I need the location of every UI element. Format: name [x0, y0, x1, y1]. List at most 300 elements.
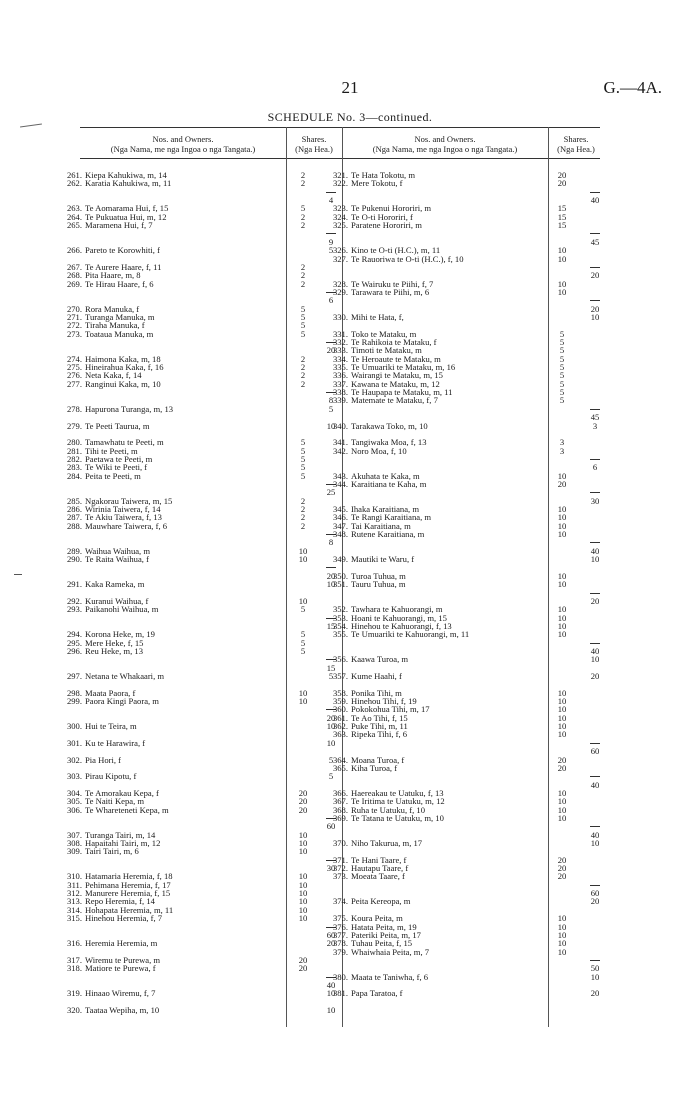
owner-name: Toko te Mataku, m — [351, 328, 417, 339]
share-total: 20 — [590, 303, 600, 314]
share-total: 15 — [326, 662, 336, 673]
owner-name: Turoa Tuhua, m — [351, 570, 406, 581]
share-total: 30 — [326, 863, 336, 874]
share-value: 10 — [557, 504, 567, 514]
table-row — [324, 729, 614, 740]
owner-name: Tiraha Manuka, f — [85, 320, 145, 331]
owner-name: Te O-ti Hororiri, f — [351, 211, 413, 222]
share-value: 10 — [298, 696, 308, 707]
owner-number: 295. — [66, 637, 82, 648]
owner-name: Hinehou Tihi, f, 19 — [351, 696, 417, 707]
share-total: 9 — [328, 236, 334, 247]
owner-number: 316. — [66, 938, 82, 949]
share-value: 5 — [300, 203, 306, 214]
table-row — [58, 696, 348, 707]
table-row — [58, 771, 348, 782]
owner-name: Heremia Heremia, m — [85, 938, 158, 949]
owner-name: Waihua Waihua, m — [85, 545, 151, 556]
share-value: 15 — [557, 220, 567, 231]
share-total: 60 — [590, 888, 600, 899]
share-value: 20 — [298, 963, 308, 974]
share-total: 10 — [590, 654, 600, 665]
owner-name: Hinehou te Kahuorangi, f, 13 — [351, 620, 452, 631]
owner-name: Peita te Peeti, m — [85, 470, 141, 481]
owner-number: 379. — [332, 946, 348, 957]
share-value: 10 — [298, 838, 308, 848]
share-value: 20 — [557, 854, 567, 865]
share-total: 40 — [590, 645, 600, 656]
table-row — [324, 178, 614, 189]
owner-name: Pareto te Korowhiti, f — [85, 245, 160, 256]
left-owners-header — [80, 134, 286, 154]
owner-number: 356. — [332, 654, 348, 665]
table-row — [58, 671, 348, 682]
owner-number: 296. — [66, 645, 82, 656]
subtotal-rule — [326, 192, 336, 193]
table-row — [324, 947, 614, 958]
owner-name: Kiepa Kahukiwa, m, 14 — [85, 170, 167, 180]
owner-number: 367. — [332, 796, 348, 807]
share-value: 10 — [557, 604, 567, 615]
owner-number: 276. — [66, 370, 82, 381]
subtotal-rule — [590, 267, 600, 268]
share-total: 20 — [590, 671, 600, 681]
owner-name: Peita Kereopa, m — [351, 896, 411, 907]
owner-number: 302. — [66, 754, 82, 765]
share-total: 3 — [592, 420, 598, 431]
share-value: 2 — [300, 495, 306, 506]
share-value: 5 — [300, 445, 306, 456]
share-value: 5 — [559, 362, 565, 373]
share-value: 20 — [557, 754, 567, 765]
share-value: 20 — [557, 762, 567, 773]
share-total: 10 — [590, 838, 600, 848]
share-value: 5 — [300, 470, 306, 481]
share-total: 5 — [328, 754, 334, 765]
owner-number: 331. — [332, 328, 348, 339]
table-row — [324, 579, 614, 590]
owner-name: Reu Heke, m, 13 — [85, 645, 143, 656]
owner-number: 373. — [332, 871, 348, 882]
owner-number: 361. — [332, 712, 348, 723]
share-total: 25 — [326, 487, 336, 498]
share-value: 2 — [300, 512, 306, 523]
share-value: 5 — [559, 328, 565, 339]
table-row — [58, 279, 348, 290]
share-value: 10 — [557, 629, 567, 640]
share-value: 5 — [559, 378, 565, 389]
share-total: 10 — [326, 1005, 336, 1015]
table-row — [58, 913, 348, 924]
owner-number: 315. — [66, 913, 82, 924]
owner-number: 311. — [67, 879, 82, 890]
share-value: 10 — [557, 946, 567, 957]
share-value: 10 — [298, 879, 308, 890]
share-value: 10 — [557, 812, 567, 823]
share-value: 2 — [300, 353, 306, 364]
owner-number: 263. — [66, 203, 82, 214]
table-row — [58, 738, 348, 749]
owner-number: 287. — [66, 512, 82, 523]
share-value: 10 — [557, 696, 567, 707]
share-value: 5 — [300, 629, 306, 640]
share-total: 20 — [326, 938, 336, 949]
share-value: 5 — [300, 320, 306, 331]
table-row — [58, 846, 348, 857]
owner-name: Paratene Hororiri, m — [351, 220, 422, 231]
table-row — [324, 671, 614, 682]
owner-name: Tauru Tuhua, m — [351, 579, 406, 590]
margin-mark — [14, 574, 22, 575]
owner-number: 342. — [332, 445, 348, 456]
table-row — [58, 938, 348, 949]
right-shares-header-subtitle: (Nga Hea.) — [557, 144, 595, 154]
owner-number: 286. — [66, 504, 82, 514]
table-row — [58, 404, 348, 415]
subtotal-rule — [590, 643, 600, 644]
share-value: 10 — [557, 253, 567, 264]
share-total: 40 — [590, 195, 600, 206]
share-value: 10 — [298, 545, 308, 556]
owner-name: Kuranui Waihua, f — [85, 595, 149, 606]
owner-number: 268. — [66, 270, 82, 281]
owner-number: 376. — [332, 921, 348, 932]
share-value: 10 — [557, 520, 567, 531]
share-value: 10 — [298, 896, 308, 907]
owner-number: 317. — [66, 954, 82, 965]
owner-number: 363. — [332, 729, 348, 740]
owner-number: 352. — [332, 604, 348, 615]
owner-number: 283. — [66, 462, 82, 473]
table-row — [58, 554, 348, 565]
share-value: 10 — [557, 286, 567, 297]
share-total: 6 — [592, 462, 598, 473]
owner-number: 271. — [66, 311, 82, 322]
owner-name: Ku te Harawira, f — [85, 737, 146, 748]
owner-name: Kawana te Mataku, m, 12 — [351, 378, 440, 389]
owner-number: 275. — [66, 362, 82, 373]
owner-name: Maramena Hui, f, 7 — [85, 220, 153, 231]
share-value: 10 — [557, 687, 567, 698]
share-total: 20 — [590, 988, 600, 999]
owner-number: 358. — [332, 687, 348, 698]
owner-name: Te Aurere Haare, f, 11 — [85, 261, 162, 272]
subtotal-rule — [590, 885, 600, 886]
table-top-rule — [80, 127, 600, 128]
table-row — [324, 988, 614, 999]
owner-number: 299. — [66, 696, 82, 707]
owner-name: Te Aomarama Hui, f, 15 — [85, 203, 169, 214]
owner-name: Taataa Wepiha, m, 10 — [85, 1005, 160, 1015]
subtotal-rule — [590, 459, 600, 460]
share-value: 10 — [557, 787, 567, 798]
owner-name: Maata te Taniwha, f, 6 — [351, 971, 429, 982]
owner-name: Hatata Peita, m, 19 — [351, 921, 417, 932]
owner-name: Pateriki Peita, m, 17 — [351, 929, 421, 940]
share-value: 20 — [557, 478, 567, 489]
owner-name: Te Hata Tokotu, m — [351, 170, 416, 180]
share-total: 10 — [326, 988, 336, 999]
share-total: 10 — [590, 554, 600, 565]
share-value: 5 — [300, 637, 306, 648]
owner-name: Turanga Manuka, m — [85, 311, 155, 322]
owner-name: Hohapata Heremia, m, 11 — [85, 904, 174, 915]
owner-number: 332. — [332, 337, 348, 347]
share-total: 60 — [326, 929, 336, 940]
share-value: 5 — [559, 345, 565, 356]
share-value: 10 — [557, 804, 567, 815]
share-value: 20 — [298, 796, 308, 807]
share-total: 8 — [328, 395, 334, 406]
owner-number: 353. — [332, 612, 348, 623]
share-value: 10 — [557, 913, 567, 924]
share-value: 10 — [557, 796, 567, 807]
share-value: 2 — [300, 370, 306, 381]
share-total: 60 — [326, 821, 336, 832]
owner-name: Te Rahikoia te Mataku, f — [351, 337, 437, 347]
owner-number: 351. — [332, 579, 348, 590]
share-value: 5 — [300, 328, 306, 339]
owner-name: Netana te Whakaari, m — [85, 671, 165, 681]
owner-name: Te Haupapa te Mataku, m, 11 — [351, 387, 453, 398]
owner-number: 372. — [332, 863, 348, 874]
owner-number: 314. — [66, 904, 82, 915]
share-value: 10 — [557, 612, 567, 623]
owner-number: 281. — [66, 445, 82, 456]
left-owners-header-title: Nos. and Owners. — [152, 134, 214, 144]
owner-name: Mere Heke, f, 15 — [85, 637, 144, 648]
owner-name: Haimona Kaka, m, 18 — [85, 353, 161, 364]
owner-name: Te Pukuatua Hui, m, 12 — [85, 211, 167, 222]
subtotal-rule — [590, 593, 600, 594]
owner-number: 347. — [332, 520, 348, 531]
owner-number: 292. — [66, 595, 82, 606]
owner-name: Te Umuariki te Kahuorangi, m, 11 — [351, 629, 470, 640]
owner-name: Paora Kingi Paora, m — [85, 696, 159, 707]
share-value: 2 — [300, 378, 306, 389]
owner-number: 274. — [66, 353, 82, 364]
share-value: 5 — [300, 462, 306, 473]
share-value: 2 — [300, 220, 306, 231]
owner-name: Timoti te Mataku, m — [351, 345, 422, 356]
share-total: 8 — [328, 537, 334, 548]
share-value: 10 — [298, 687, 308, 698]
owner-name: Tamawhatu te Peeti, m — [85, 437, 164, 448]
table-row — [324, 972, 614, 983]
owner-name: Karatia Kahukiwa, m, 11 — [85, 178, 172, 189]
owner-number: 319. — [66, 988, 82, 999]
share-total: 50 — [590, 963, 600, 974]
owner-name: Mere Tokotu, f — [351, 178, 403, 189]
owner-number: 318. — [66, 963, 82, 974]
owner-number: 265. — [66, 220, 82, 231]
table-row — [324, 421, 614, 432]
owner-number: 310. — [66, 871, 82, 882]
owner-number: 378. — [332, 938, 348, 949]
share-value: 10 — [298, 846, 308, 857]
owner-number: 371. — [332, 854, 348, 865]
owner-number: 270. — [66, 303, 82, 314]
share-total: 20 — [590, 595, 600, 606]
share-total: 10 — [326, 721, 336, 732]
owner-name: Neta Kaka, f, 14 — [85, 370, 142, 381]
owner-name: Rora Manuka, f — [85, 303, 140, 314]
owner-name: Te Rangi Karaitiana, m — [351, 512, 432, 523]
share-value: 20 — [557, 170, 567, 180]
share-total: 10 — [326, 420, 336, 431]
owner-name: Te Amorakau Kepa, f — [85, 787, 159, 798]
share-value: 2 — [300, 270, 306, 281]
owner-number: 300. — [66, 721, 82, 732]
owner-name: Toataua Manuka, m — [85, 328, 154, 339]
subtotal-rule — [590, 409, 600, 410]
owner-name: Te Wairuku te Piihi, f, 7 — [351, 278, 434, 289]
owner-name: Te Wiki te Peeti, f — [85, 462, 148, 473]
share-value: 5 — [300, 437, 306, 448]
owner-name: Noro Moa, f, 10 — [351, 445, 407, 456]
owner-number: 267. — [66, 261, 82, 272]
owner-name: Te Peeti Taurua, m — [85, 420, 150, 431]
owner-number: 297. — [66, 671, 82, 681]
owner-number: 370. — [332, 838, 348, 848]
owner-name: Ngakorau Taiwera, m, 15 — [85, 495, 173, 506]
share-value: 2 — [300, 278, 306, 289]
table-row — [58, 988, 348, 999]
owner-name: Turanga Tairi, m, 14 — [85, 829, 156, 840]
owner-number: 280. — [66, 437, 82, 448]
owner-number: 368. — [332, 804, 348, 815]
share-total: 10 — [326, 579, 336, 590]
owner-name: Tihi te Peeti, m — [85, 445, 138, 456]
owner-number: 325. — [332, 220, 348, 231]
share-total: 45 — [590, 412, 600, 423]
owner-name: Rutene Karaitiana, m — [351, 529, 425, 540]
share-value: 20 — [557, 871, 567, 882]
share-value: 2 — [300, 261, 306, 272]
table-row — [324, 479, 614, 490]
owner-name: Hineirahua Kaka, f, 16 — [85, 362, 164, 373]
subtotal-rule — [590, 826, 600, 827]
owner-name: Tangiwaka Moa, f, 13 — [351, 437, 427, 448]
table-row — [58, 1005, 348, 1016]
share-value: 10 — [557, 729, 567, 740]
owner-number: 360. — [332, 704, 348, 715]
owner-name: Paikanohi Waihua, m — [85, 604, 159, 615]
owner-number: 327. — [332, 253, 348, 264]
share-value: 2 — [300, 211, 306, 222]
right-shares-header-title: Shares. — [563, 134, 589, 144]
table-row — [58, 471, 348, 482]
share-total: 5 — [328, 403, 334, 414]
share-value: 10 — [298, 554, 308, 565]
owner-number: 333. — [332, 345, 348, 356]
table-row — [58, 329, 348, 340]
share-value: 5 — [300, 645, 306, 656]
owner-number: 346. — [332, 512, 348, 523]
share-value: 5 — [300, 604, 306, 615]
owner-name: Hinehou Heremia, f, 7 — [85, 913, 163, 924]
owner-number: 312. — [66, 888, 82, 899]
owner-name: Ponika Tihi, m — [351, 687, 402, 698]
left-shares-header-title: Shares. — [301, 134, 327, 144]
table-row — [324, 287, 614, 298]
share-value: 10 — [557, 938, 567, 949]
share-value: 10 — [557, 704, 567, 715]
table-row — [58, 379, 348, 390]
owner-number: 381. — [332, 988, 348, 999]
owner-name: Ripeka Tihi, f, 6 — [351, 729, 408, 740]
share-value: 10 — [557, 929, 567, 940]
owner-name: Te Ao Tihi, f, 15 — [351, 712, 408, 723]
owner-name: Kaawa Turoa, m — [351, 654, 409, 665]
owner-number: 377. — [332, 929, 348, 940]
owner-number: 282. — [66, 453, 82, 464]
owner-name: Kaka Rameka, m — [85, 579, 145, 590]
page-number: 21 — [341, 78, 359, 97]
subtotal-rule — [590, 743, 600, 744]
share-value: 20 — [557, 863, 567, 874]
owner-name: Te Raita Waihua, f — [85, 554, 149, 565]
share-value: 20 — [557, 178, 567, 189]
subtotal-rule — [590, 776, 600, 777]
table-row — [324, 254, 614, 265]
share-total: 40 — [590, 545, 600, 556]
owner-number: 321. — [332, 170, 348, 180]
owner-number: 336. — [332, 370, 348, 381]
table-row — [324, 446, 614, 457]
left-owners-header-subtitle: (Nga Nama, me nga Ingoa o nga Tangata.) — [110, 144, 256, 154]
right-owners-header-title: Nos. and Owners. — [414, 134, 476, 144]
owner-name: Haereakau te Uatuku, f, 13 — [351, 787, 444, 798]
share-value: 5 — [559, 370, 565, 381]
owner-number: 307. — [66, 829, 82, 840]
owner-number: 341. — [332, 437, 348, 448]
table-row — [324, 838, 614, 849]
owner-number: 305. — [66, 796, 82, 807]
owner-number: 273. — [66, 328, 82, 339]
owner-number: 301. — [66, 737, 82, 748]
owner-name: Tawhara te Kahuorangi, m — [351, 604, 443, 615]
owner-number: 262. — [66, 178, 82, 189]
owner-number: 345. — [332, 504, 348, 514]
owner-name: Kume Haahi, f — [351, 671, 402, 681]
table-row — [324, 554, 614, 565]
table-row — [324, 629, 614, 640]
owner-number: 359. — [332, 696, 348, 707]
owner-number: 278. — [66, 403, 82, 414]
share-total: 6 — [328, 295, 334, 306]
owner-number: 266. — [66, 245, 82, 256]
owner-number: 272. — [66, 320, 82, 331]
owner-number: 309. — [66, 846, 82, 857]
owner-number: 337. — [332, 378, 348, 389]
owner-name: Pirau Kipotu, f — [85, 771, 137, 782]
owner-name: Hapurona Turanga, m, 13 — [85, 403, 174, 414]
owner-number: 306. — [66, 804, 82, 815]
owner-name: Matiore te Purewa, f — [85, 963, 156, 974]
owner-number: 365. — [332, 762, 348, 773]
owner-name: Akuhata te Kaka, m — [351, 470, 420, 481]
owner-number: 291. — [66, 579, 82, 590]
owner-number: 261. — [66, 170, 82, 180]
owner-number: 329. — [332, 286, 348, 297]
share-total: 20 — [590, 270, 600, 281]
owner-name: Hapaitahi Tairi, m, 12 — [85, 838, 161, 848]
owner-number: 264. — [66, 211, 82, 222]
subtotal-rule — [590, 192, 600, 193]
owner-number: 304. — [66, 787, 82, 798]
table-row — [58, 421, 348, 432]
